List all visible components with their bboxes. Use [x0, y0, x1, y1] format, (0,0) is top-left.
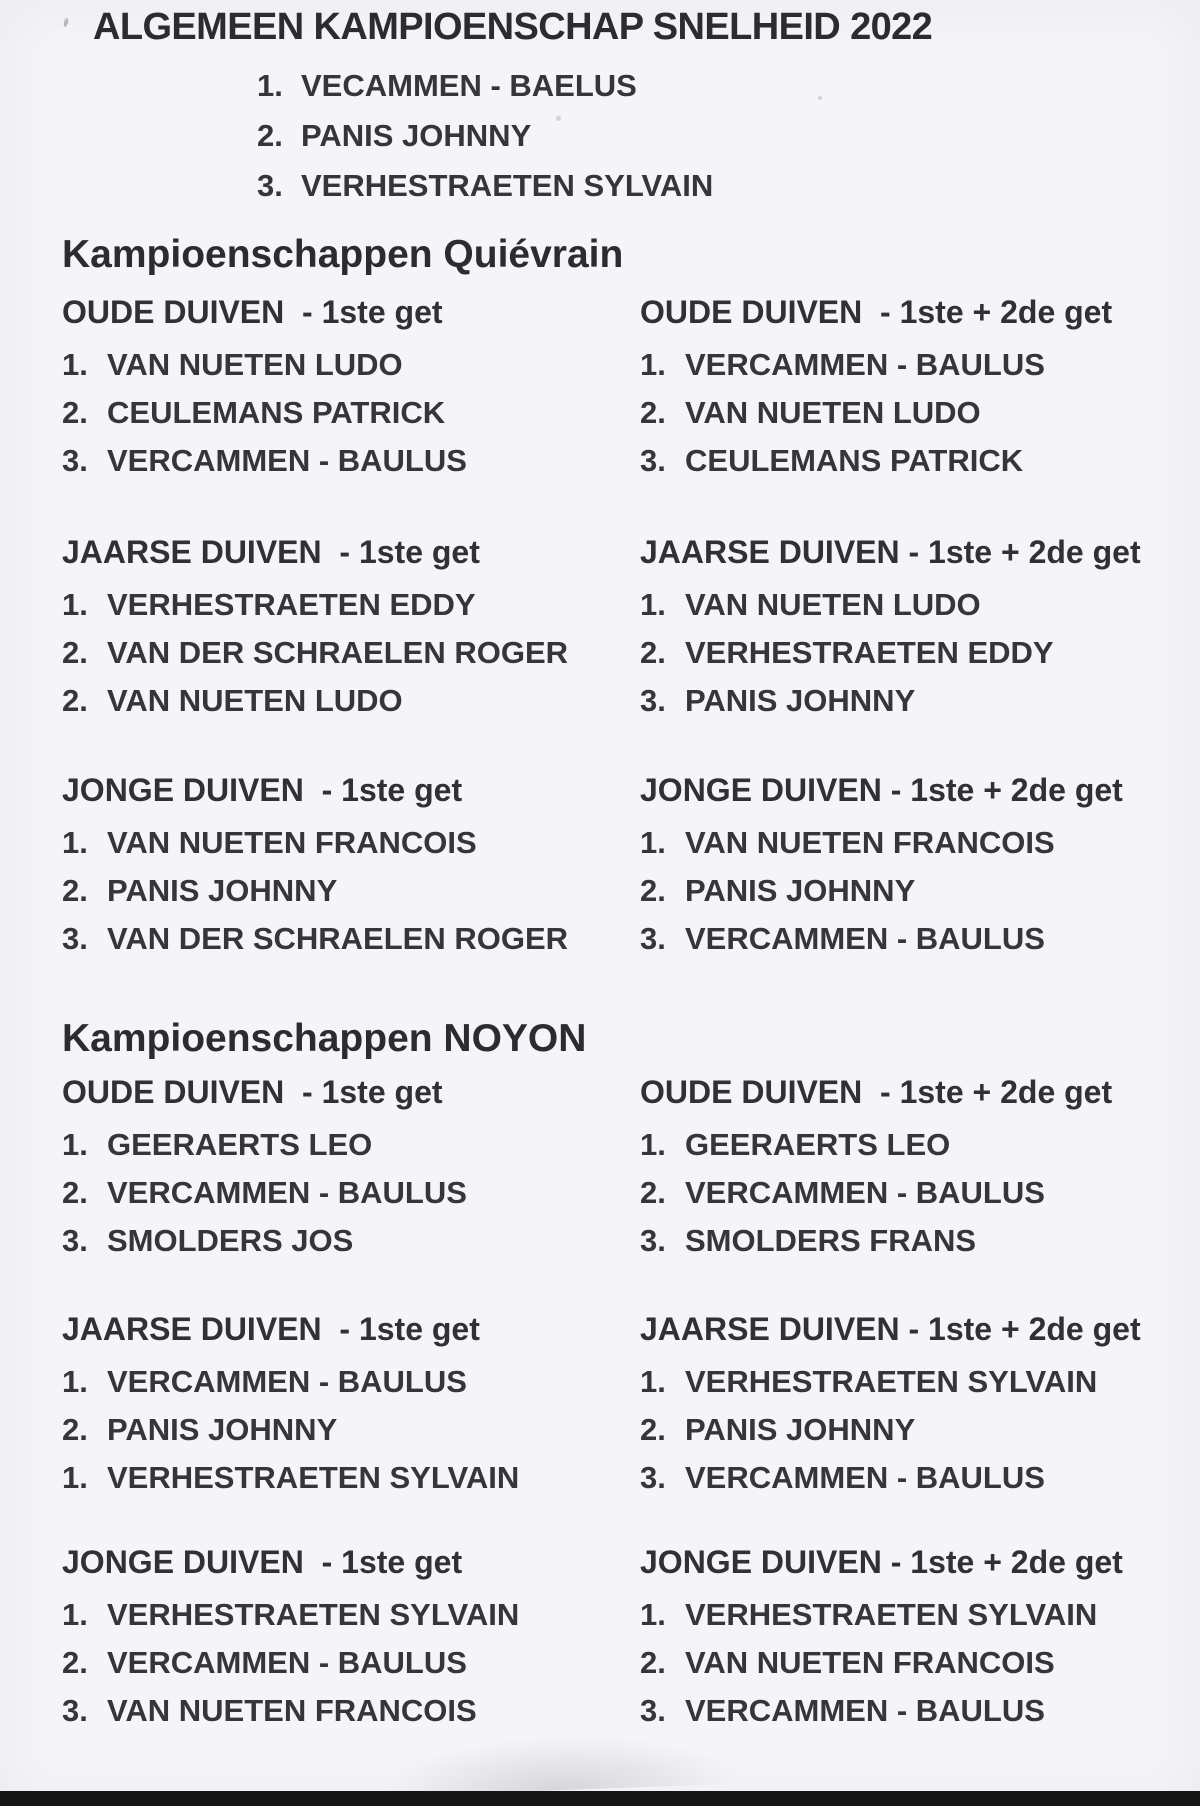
rank-name: VERCAMMEN - BAULUS	[685, 1693, 1045, 1728]
ranking-item	[640, 629, 1180, 677]
page-title: ALGEMEEN KAMPIOENSCHAP SNELHEID 2022	[93, 6, 933, 48]
section-header: JAARSE DUIVEN - 1ste get	[62, 534, 480, 570]
section-header: JAARSE DUIVEN - 1ste get	[62, 1311, 480, 1347]
rank-name: VERCAMMEN - BAULUS	[685, 1460, 1045, 1495]
rank-number: 2.	[62, 1645, 88, 1680]
rank-name: VAN NUETEN FRANCOIS	[685, 825, 1055, 860]
ranking-item	[62, 629, 602, 677]
rank-name: PANIS JOHNNY	[107, 873, 338, 908]
rank-name: VAN DER SCHRAELEN ROGER	[107, 921, 569, 956]
ranking-item	[640, 677, 1180, 725]
ranking-item	[62, 1454, 602, 1502]
ranking-item	[640, 1687, 1180, 1735]
rank-name: GEERAERTS LEO	[107, 1127, 373, 1162]
rank-number: 1.	[640, 1364, 666, 1399]
ranking-item	[62, 1358, 602, 1406]
section-quievrain-jonge-1ste-2de-get	[640, 771, 1180, 963]
ranking-item	[62, 1591, 602, 1639]
rank-name: VAN NUETEN LUDO	[107, 683, 403, 718]
scan-speck	[556, 116, 561, 121]
rank-number: 2.	[62, 873, 88, 908]
rank-number: 3.	[640, 443, 666, 478]
rank-number: 3.	[62, 443, 88, 478]
section-quievrain-oude-1ste-get	[62, 293, 602, 485]
ranking-item	[640, 1169, 1180, 1217]
section-noyon-oude-1ste-get	[62, 1073, 602, 1265]
ranking-item	[640, 1217, 1180, 1265]
rank-number: 3.	[62, 1693, 88, 1728]
rank-name: VERCAMMEN - BAULUS	[107, 443, 467, 478]
section-header: OUDE DUIVEN - 1ste + 2de get	[640, 294, 1113, 330]
section-header: OUDE DUIVEN - 1ste get	[62, 1074, 443, 1110]
rank-name: VERCAMMEN - BAULUS	[107, 1645, 467, 1680]
ranking-item	[640, 1639, 1180, 1687]
section-quievrain-oude-1ste-2de-get	[640, 293, 1180, 485]
rank-name: VERHESTRAETEN SYLVAIN	[685, 1597, 1098, 1632]
rank-name: SMOLDERS FRANS	[685, 1223, 977, 1258]
rank-number: 3.	[640, 921, 666, 956]
scanner-edge-bar	[0, 1791, 1200, 1806]
rank-number: 3.	[640, 683, 666, 718]
rank-number: 2.	[640, 1645, 666, 1680]
section-header: JONGE DUIVEN - 1ste + 2de get	[640, 772, 1123, 808]
section-header: JONGE DUIVEN - 1ste get	[62, 1544, 463, 1580]
rank-name: PANIS JOHNNY	[685, 873, 916, 908]
section-header: JAARSE DUIVEN - 1ste + 2de get	[640, 1311, 1141, 1347]
rank-number: 2.	[62, 635, 88, 670]
rank-name: PANIS JOHNNY	[685, 683, 916, 718]
ranking-item	[62, 819, 602, 867]
section-header: OUDE DUIVEN - 1ste get	[62, 294, 443, 330]
rank-number: 1.	[62, 825, 88, 860]
rank-name: VAN NUETEN FRANCOIS	[107, 1693, 477, 1728]
ranking-item	[62, 1406, 602, 1454]
ranking-item	[62, 1217, 602, 1265]
ranking-item	[640, 389, 1180, 437]
rank-number: 1.	[640, 825, 666, 860]
ranking-item	[62, 437, 602, 485]
rank-number: 3.	[257, 168, 283, 203]
section-quievrain-jaarse-1ste-2de-get	[640, 533, 1180, 725]
rank-number: 2.	[640, 395, 666, 430]
rank-number: 2.	[62, 1412, 88, 1447]
rank-name: VERHESTRAETEN SYLVAIN	[685, 1364, 1098, 1399]
rank-name: VAN NUETEN LUDO	[107, 347, 403, 382]
rank-number: 3.	[640, 1223, 666, 1258]
ranking-item	[62, 915, 602, 963]
ranking-item	[640, 915, 1180, 963]
ranking-item	[62, 677, 602, 725]
rank-name: VERHESTRAETEN EDDY	[107, 587, 476, 622]
rank-number: 1.	[640, 1597, 666, 1632]
section-header: JAARSE DUIVEN - 1ste + 2de get	[640, 534, 1141, 570]
rank-name: VERCAMMEN - BAULUS	[107, 1175, 467, 1210]
rank-name: SMOLDERS JOS	[107, 1223, 354, 1258]
rank-name: VERCAMMEN - BAULUS	[107, 1364, 467, 1399]
rank-number: 1.	[640, 1127, 666, 1162]
rank-number: 1.	[62, 1364, 88, 1399]
ranking-item	[640, 867, 1180, 915]
rank-number: 2.	[62, 395, 88, 430]
heading-quievrain: Kampioenschappen Quiévrain	[62, 233, 624, 276]
scan-crease-shadow	[379, 1729, 741, 1797]
rank-name: VAN NUETEN FRANCOIS	[107, 825, 477, 860]
rank-name: CEULEMANS PATRICK	[107, 395, 446, 430]
ranking-item	[62, 581, 602, 629]
ranking-item	[640, 437, 1180, 485]
rank-name: VERCAMMEN - BAULUS	[685, 1175, 1045, 1210]
rank-number: 3.	[640, 1460, 666, 1495]
rank-name: VAN NUETEN LUDO	[685, 587, 981, 622]
rank-number: 3.	[640, 1693, 666, 1728]
ranking-item	[640, 819, 1180, 867]
rank-name: PANIS JOHNNY	[301, 118, 532, 153]
section-noyon-jaarse-1ste-2de-get	[640, 1310, 1180, 1502]
rank-name: PANIS JOHNNY	[685, 1412, 916, 1447]
rank-name: VERHESTRAETEN EDDY	[685, 635, 1054, 670]
rank-number: 2.	[640, 1412, 666, 1447]
overall-ranking-item	[257, 166, 713, 206]
rank-name: CEULEMANS PATRICK	[685, 443, 1024, 478]
rank-name: VERHESTRAETEN SYLVAIN	[301, 168, 714, 203]
rank-number: 1.	[62, 1597, 88, 1632]
overall-ranking-item	[257, 116, 531, 156]
rank-number: 1.	[62, 1460, 88, 1495]
section-header: JONGE DUIVEN - 1ste + 2de get	[640, 1544, 1123, 1580]
rank-number: 2.	[640, 873, 666, 908]
section-header: JONGE DUIVEN - 1ste get	[62, 772, 463, 808]
rank-name: VERCAMMEN - BAULUS	[685, 347, 1045, 382]
ranking-item	[640, 581, 1180, 629]
rank-number: 3.	[62, 921, 88, 956]
rank-number: 2.	[62, 683, 88, 718]
rank-name: VERHESTRAETEN SYLVAIN	[107, 1460, 520, 1495]
rank-number: 1.	[640, 347, 666, 382]
section-noyon-jonge-1ste-2de-get	[640, 1543, 1180, 1735]
ranking-item	[62, 1639, 602, 1687]
rank-name: VECAMMEN - BAELUS	[301, 68, 637, 103]
rank-number: 2.	[640, 1175, 666, 1210]
rank-name: VAN DER SCHRAELEN ROGER	[107, 635, 569, 670]
ranking-item	[640, 341, 1180, 389]
ranking-item	[62, 341, 602, 389]
rank-number: 1.	[640, 587, 666, 622]
rank-number: 1.	[62, 587, 88, 622]
ranking-item	[62, 1121, 602, 1169]
ranking-item	[62, 1169, 602, 1217]
section-quievrain-jonge-1ste-get	[62, 771, 602, 963]
ranking-item	[640, 1454, 1180, 1502]
rank-number: 1.	[62, 347, 88, 382]
rank-name: VERHESTRAETEN SYLVAIN	[107, 1597, 520, 1632]
section-quievrain-jaarse-1ste-get	[62, 533, 602, 725]
ranking-item	[640, 1121, 1180, 1169]
rank-number: 2.	[257, 118, 283, 153]
rank-name: VAN NUETEN LUDO	[685, 395, 981, 430]
overall-ranking-item	[257, 66, 637, 106]
rank-number: 2.	[640, 635, 666, 670]
rank-number: 1.	[257, 68, 283, 103]
heading-noyon: Kampioenschappen NOYON	[62, 1017, 587, 1060]
section-noyon-jaarse-1ste-get	[62, 1310, 602, 1502]
section-noyon-jonge-1ste-get	[62, 1543, 602, 1735]
ranking-item	[640, 1406, 1180, 1454]
ranking-item	[62, 867, 602, 915]
ranking-item	[62, 389, 602, 437]
section-header: OUDE DUIVEN - 1ste + 2de get	[640, 1074, 1113, 1110]
ranking-item	[62, 1687, 602, 1735]
rank-number: 1.	[62, 1127, 88, 1162]
rank-number: 3.	[62, 1223, 88, 1258]
rank-name: VAN NUETEN FRANCOIS	[685, 1645, 1055, 1680]
section-noyon-oude-1ste-2de-get	[640, 1073, 1180, 1265]
ranking-item	[640, 1591, 1180, 1639]
rank-name: GEERAERTS LEO	[685, 1127, 951, 1162]
ranking-item	[640, 1358, 1180, 1406]
scan-speck	[818, 96, 822, 100]
scan-speck	[63, 18, 69, 28]
rank-number: 2.	[62, 1175, 88, 1210]
rank-name: VERCAMMEN - BAULUS	[685, 921, 1045, 956]
rank-name: PANIS JOHNNY	[107, 1412, 338, 1447]
